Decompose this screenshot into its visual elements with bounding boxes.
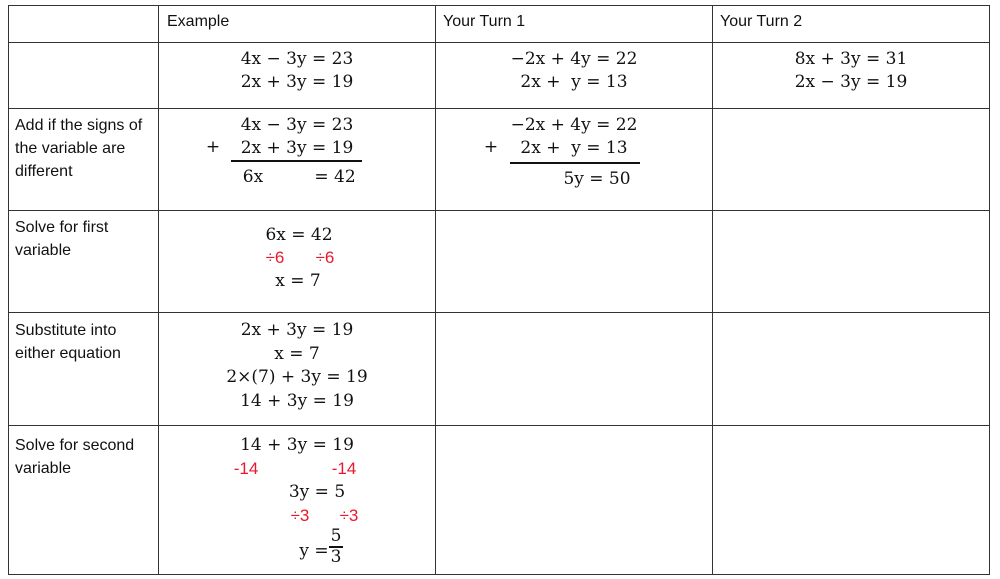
- equation: 8x + 3y = 31: [794, 49, 908, 69]
- header-your-turn-2: Your Turn 2: [720, 13, 803, 30]
- border: [8, 425, 990, 426]
- equation: y =: [299, 541, 329, 561]
- result: 5y = 50: [563, 169, 631, 189]
- annotation: ÷3: [290, 506, 310, 525]
- result-left: 6x: [242, 167, 264, 187]
- equation: 4x − 3y = 23: [240, 115, 354, 135]
- annotation: ÷6: [265, 248, 285, 267]
- equation: 2x + y = 13: [520, 72, 628, 92]
- equation: 14 + 3y = 19: [240, 435, 354, 455]
- header-your-turn-1: Your Turn 1: [443, 13, 526, 30]
- label-solve-first: Solve for first variable: [15, 219, 109, 259]
- plus-sign: +: [483, 137, 499, 157]
- equation: 2x + 3y = 19: [240, 138, 354, 158]
- border: [8, 108, 990, 109]
- equation: x = 7: [275, 271, 321, 291]
- border: [8, 210, 990, 211]
- header-example: Example: [167, 13, 230, 30]
- equation: 14 + 3y = 19: [240, 391, 354, 411]
- border: [712, 5, 713, 575]
- numerator: 5: [330, 526, 342, 546]
- equation: 2x + 3y = 19: [240, 320, 354, 340]
- border: [989, 5, 990, 575]
- result-right: = 42: [314, 167, 356, 187]
- equation: −2x + 4y = 22: [510, 49, 638, 69]
- sum-line: [231, 160, 362, 162]
- fraction: [329, 527, 343, 567]
- border: [8, 574, 990, 575]
- equation: 4x − 3y = 23: [240, 49, 354, 69]
- equation: 2x + y = 13: [520, 138, 628, 158]
- border: [435, 5, 436, 575]
- border: [8, 5, 990, 6]
- sum-line: [510, 162, 640, 164]
- equation: −2x + 4y = 22: [510, 115, 638, 135]
- plus-sign: +: [205, 137, 221, 157]
- label-solve-second: Solve for second variable: [15, 437, 135, 477]
- equation: 2x + 3y = 19: [240, 72, 354, 92]
- border: [8, 312, 990, 313]
- label-substitute: Substitute into either equation: [15, 322, 121, 362]
- label-add: Add if the signs of the variable are different: [15, 117, 143, 180]
- border: [8, 5, 9, 575]
- equation: 3y = 5: [288, 482, 346, 502]
- equation: x = 7: [274, 344, 320, 364]
- denominator: 3: [330, 546, 342, 567]
- annotation: -14: [331, 459, 357, 478]
- equation: 2x − 3y = 19: [794, 72, 908, 92]
- annotation: -14: [233, 459, 259, 478]
- annotation: ÷6: [315, 248, 335, 267]
- equation: 2×(7) + 3y = 19: [226, 367, 368, 387]
- equation: 6x = 42: [265, 225, 333, 245]
- border: [8, 42, 990, 43]
- border: [158, 5, 159, 575]
- annotation: ÷3: [339, 506, 359, 525]
